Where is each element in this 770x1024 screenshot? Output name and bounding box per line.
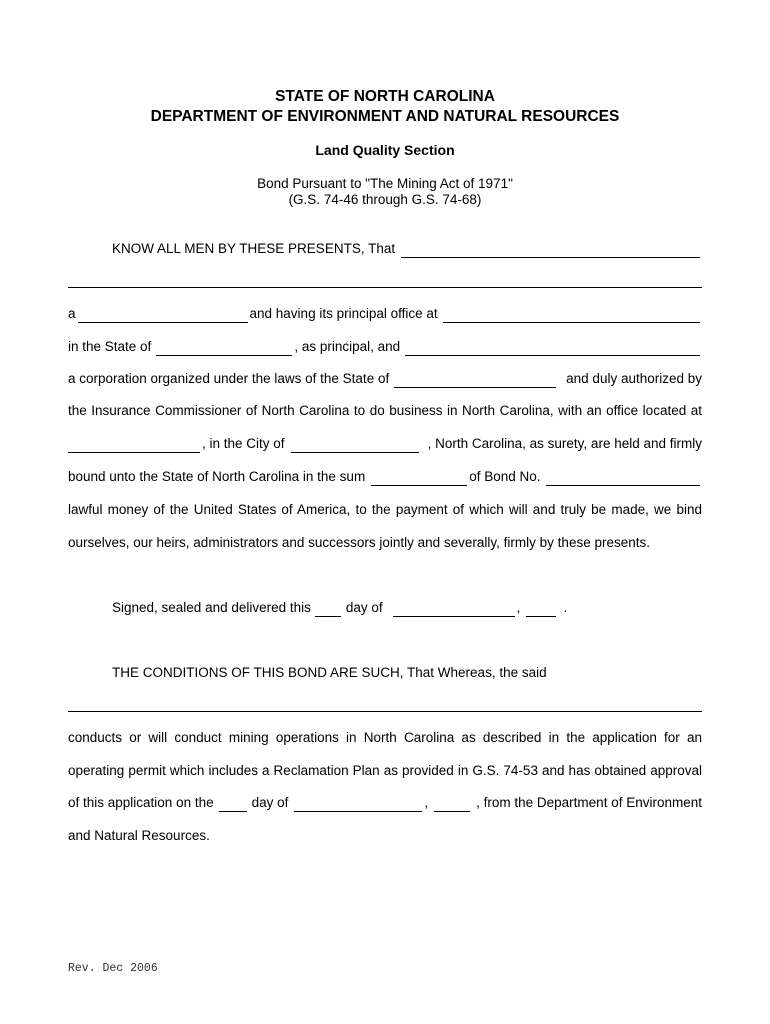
ourselves-line: ourselves, our heirs, administrators and successors jointly and severally, firmly by these presents.: [68, 535, 650, 550]
in-city-text: , in the City of: [202, 436, 285, 451]
natural-resources-line: and Natural Resources.: [68, 828, 210, 843]
principal-office-text: and having its principal office at: [249, 306, 438, 321]
corporation-line: [68, 370, 702, 388]
conditions-line: THE CONDITIONS OF THIS BOND ARE SUCH, That Whereas, the said: [112, 665, 547, 680]
principal-state-field[interactable]: [156, 341, 292, 356]
as-principal-text: , as principal, and: [294, 339, 401, 354]
surety-office-line: [68, 435, 702, 453]
approval-comma: ,: [424, 795, 429, 810]
bond-number-field[interactable]: [546, 471, 700, 486]
signed-day-of-text: day of: [345, 600, 383, 615]
application-date-line: [68, 794, 702, 812]
signed-year-field[interactable]: [526, 602, 556, 617]
approval-day-field[interactable]: [219, 797, 247, 812]
statute-reference: (G.S. 74-46 through G.S. 74-68): [288, 192, 482, 207]
principal-name-field[interactable]: [401, 243, 700, 258]
approval-month-field[interactable]: [294, 797, 422, 812]
revision-footer: Rev. Dec 2006: [68, 962, 158, 975]
surety-office-field[interactable]: [68, 438, 200, 453]
header-department: DEPARTMENT OF ENVIRONMENT AND NATURAL RESOURCES: [150, 108, 620, 125]
bound-unto-line: [68, 468, 702, 486]
application-on-text: of this application on the: [68, 795, 214, 810]
header-section: Land Quality Section: [315, 142, 455, 158]
state-of-text: in the State of: [68, 339, 152, 354]
entity-type-field[interactable]: [78, 308, 248, 323]
signed-day-field[interactable]: [315, 602, 341, 617]
signed-month-field[interactable]: [393, 602, 515, 617]
surety-name-field[interactable]: [405, 341, 700, 356]
principal-office-field[interactable]: [443, 308, 700, 323]
bond-title: Bond Pursuant to "The Mining Act of 1971": [257, 176, 513, 191]
principal-name-field-continued[interactable]: [68, 287, 702, 288]
surety-city-field[interactable]: [291, 438, 419, 453]
corp-organized-text: a corporation organized under the laws of the State of: [68, 371, 390, 386]
approval-year-field[interactable]: [434, 797, 470, 812]
duly-authorized-text: and duly authorized by: [566, 371, 702, 386]
operating-permit-line: operating permit which includes a Reclamation Plan as provided in G.S. 74-53 and has obtained approval: [68, 763, 702, 778]
signed-period: .: [563, 600, 568, 615]
signed-comma: ,: [516, 600, 521, 615]
a-prefix: a: [68, 306, 76, 321]
signed-text: Signed, sealed and delivered this: [112, 600, 311, 615]
nc-surety-text: , North Carolina, as surety, are held and firmly: [427, 436, 702, 451]
header-state: STATE OF NORTH CAROLINA: [275, 88, 495, 105]
of-bond-no-text: of Bond No.: [469, 469, 541, 484]
signed-line: [112, 599, 612, 617]
principal-office-line: [68, 305, 702, 323]
know-all-line: [112, 240, 702, 258]
state-principal-line: [68, 338, 702, 356]
know-all-text: KNOW ALL MEN BY THESE PRESENTS, That: [112, 241, 396, 256]
approval-day-of-text: day of: [251, 795, 289, 810]
surety-state-field[interactable]: [394, 373, 556, 388]
insurance-line: the Insurance Commissioner of North Carolina to do business in North Carolina, with an office located at: [68, 403, 702, 418]
lawful-money-line: lawful money of the United States of America, to the payment of which will and truly be made, we bind: [68, 502, 702, 517]
conducts-line: conducts or will conduct mining operations in North Carolina as described in the application for an: [68, 730, 702, 745]
from-department-text: , from the Department of Environment: [476, 795, 702, 810]
bound-unto-text: bound unto the State of North Carolina in the sum: [68, 469, 366, 484]
operator-name-field[interactable]: [68, 711, 702, 712]
bond-sum-field[interactable]: [371, 471, 467, 486]
